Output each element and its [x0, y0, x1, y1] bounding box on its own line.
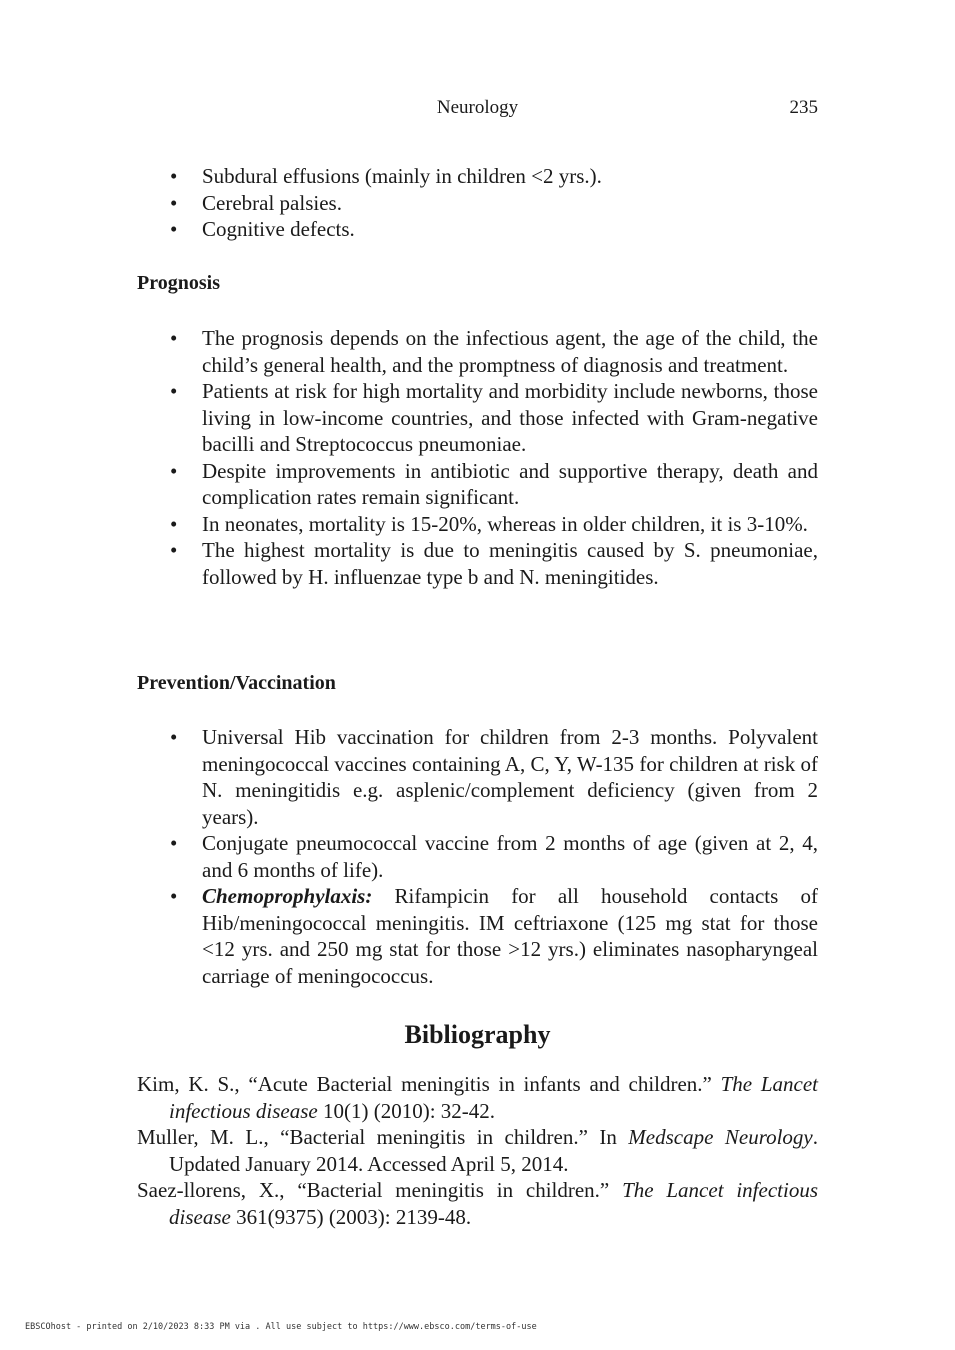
list-item: • Subdural effusions (mainly in children <2 yrs.). [137, 163, 818, 190]
list-item: • In neonates, mortality is 15-20%, whereas in older children, it is 3-10%. [137, 511, 818, 538]
reference-entry [137, 1124, 818, 1177]
chemoprophylaxis-label: Chemoprophylaxis: [202, 884, 373, 908]
page-number: 235 [789, 97, 818, 118]
prognosis-list [137, 325, 818, 590]
chemoprophylaxis-text: Rifampicin for all household contacts of Hib/meningococcal meningitis. IM ceftriaxone (125 mg stat for those <12 yrs. and 250 mg stat for those >12 yrs.) eliminates nasopharyngeal carriage of meningococcus. [202, 884, 818, 988]
list-item: • Cognitive defects. [137, 216, 818, 243]
complications-list [137, 163, 818, 243]
running-header-title: Neurology [436, 97, 519, 118]
list-item: • The highest mortality is due to meningitis caused by S. pneumoniae, followed by H. influenzae type b and N. meningitides. [137, 537, 818, 590]
reference-source: The Lancet infectious disease [169, 1178, 818, 1229]
reference-entry [137, 1071, 818, 1124]
list-item: • Conjugate pneumococcal vaccine from 2 months of age (given at 2, 4, and 6 months of life). [137, 830, 818, 883]
reference-entry [137, 1177, 818, 1230]
reference-details: 361(9375) (2003): 2139-48. [230, 1204, 472, 1229]
reference-authors-title: Kim, K. S., “Acute Bacterial meningitis in infants and children.” [137, 1072, 721, 1096]
list-item: • Despite improvements in antibiotic and supportive therapy, death and complication rates remain significant. [137, 458, 818, 511]
prevention-list [137, 724, 818, 989]
reference-details: 10(1) (2010): 32-42. [317, 1098, 496, 1123]
reference-source: The Lancet infectious disease [169, 1072, 818, 1123]
list-item: • Patients at risk for high mortality and morbidity include newborns, those living in low-income countries, and those infected with Gram-negative bacilli and Streptococcus pneumoniae. [137, 378, 818, 458]
ebsco-footer: EBSCOhost - printed on 2/10/2023 8:33 PM via . All use subject to https://www.ebsco.com/terms-of-use [25, 1322, 537, 1332]
reference-details: . Updated January 2014. Accessed April 5, 2014. [169, 1125, 818, 1176]
list-item-chemoprophylaxis [137, 883, 818, 989]
bibliography-heading: Bibliography [404, 1020, 551, 1049]
list-item: • Cerebral palsies. [137, 190, 818, 217]
reference-authors-title: Muller, M. L., “Bacterial meningitis in children.” In [137, 1125, 629, 1149]
reference-authors-title: Saez-llorens, X., “Bacterial meningitis in children.” [137, 1178, 623, 1202]
bibliography-list [137, 1071, 818, 1230]
list-item: • Universal Hib vaccination for children from 2-3 months. Polyvalent meningococcal vaccines containing A, C, Y, W-135 for children at risk of N. meningitidis e.g. asplenic/complement deficiency (given from 2 years). [137, 724, 818, 830]
prevention-heading: Prevention/Vaccination [137, 672, 336, 694]
prognosis-heading: Prognosis [137, 272, 220, 294]
running-header [137, 97, 818, 121]
list-item: • The prognosis depends on the infectious agent, the age of the child, the child’s general health, and the promptness of diagnosis and treatment. [137, 325, 818, 378]
reference-source: Medscape Neurology [628, 1125, 813, 1149]
